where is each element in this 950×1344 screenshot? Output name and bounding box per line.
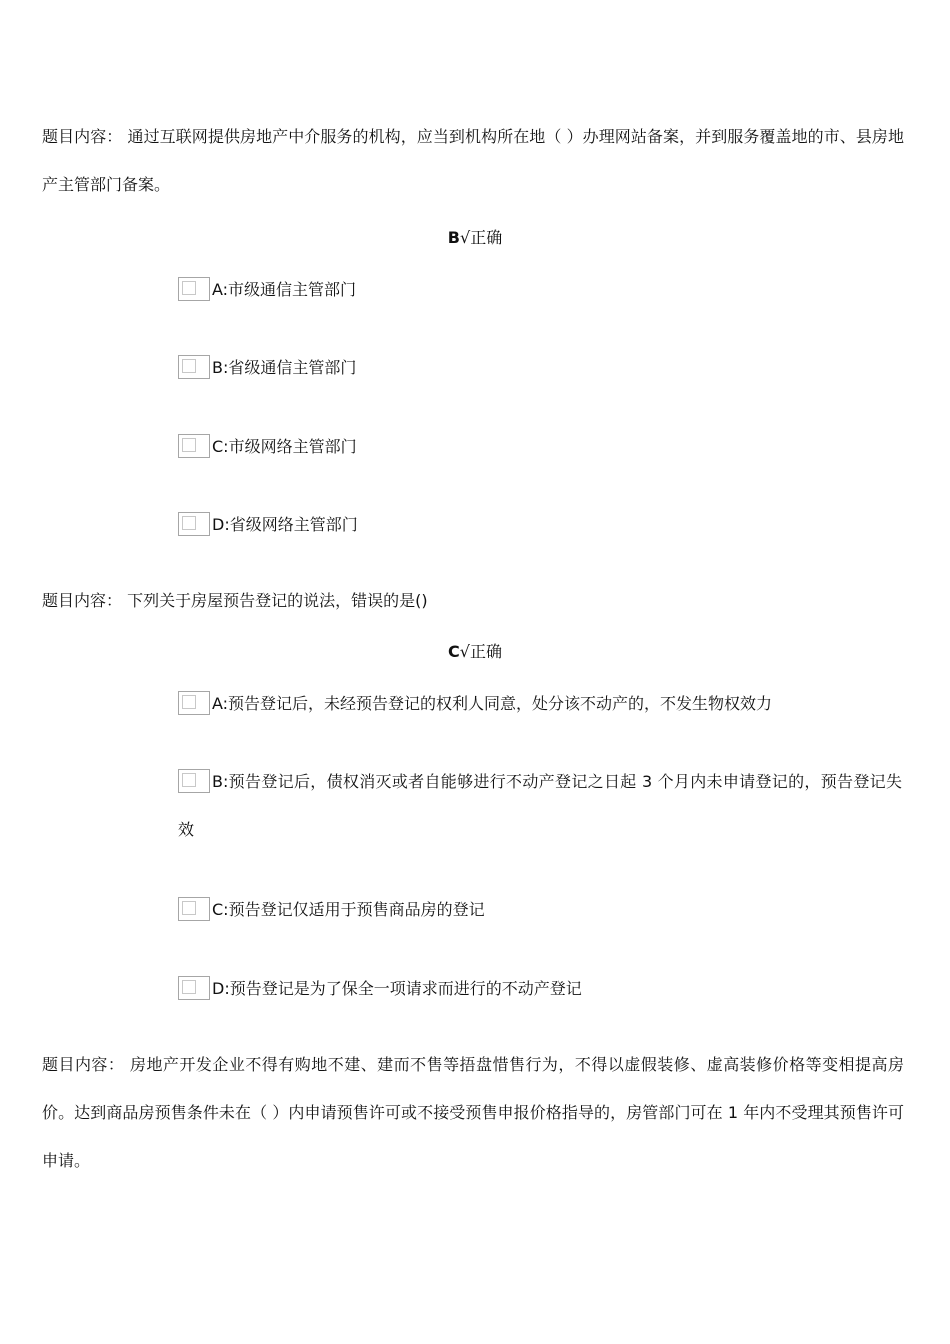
checkbox[interactable] [178,976,210,1000]
option-label: C:预告登记仅适用于预售商品房的登记 [212,900,485,919]
answer-letter: C [448,642,460,661]
question-3-text [42,1041,904,1185]
answer-status: 正确 [469,642,502,661]
answer-mark: √ [459,642,470,661]
question-1-option-d[interactable] [178,501,902,549]
question-2-text [42,577,904,625]
checkbox[interactable] [178,434,210,458]
question-2-option-a[interactable] [178,680,902,728]
option-label: A:预告登记后，未经预告登记的权利人同意，处分该不动产的，不发生物权效力 [212,694,773,713]
checkbox[interactable] [178,277,210,301]
option-label: D:省级网络主管部门 [212,515,358,534]
checkbox[interactable] [178,512,210,536]
question-1-option-a[interactable] [178,266,902,314]
question-2-answer [0,640,950,664]
question-2-option-b[interactable] [178,758,902,854]
question-1-option-c[interactable] [178,423,902,471]
question-1-option-b[interactable] [178,344,902,392]
answer-status: 正确 [470,228,503,247]
question-body: 通过互联网提供房地产中介服务的机构，应当到机构所在地（ ）办理网站备案，并到服务覆盖地的市、县房地产主管部门备案。 [42,127,904,194]
checkbox[interactable] [178,897,210,921]
answer-letter: B [447,228,460,247]
option-label: B:省级通信主管部门 [212,358,357,377]
question-1-text [42,113,904,209]
question-body: 下列关于房屋预告登记的说法，错误的是() [127,591,428,610]
question-1-answer [0,226,950,250]
option-label: D:预告登记是为了保全一项请求而进行的不动产登记 [212,979,582,998]
question-2-option-c[interactable] [178,886,902,934]
option-label: B:预告登记后，债权消灭或者自能够进行不动产登记之日起 3 个月内未申请登记的，预告登记失效 [178,772,902,839]
option-label: A:市级通信主管部门 [212,280,357,299]
answer-mark: √ [459,228,471,247]
question-label: 题目内容： [42,591,128,610]
question-body: 房地产开发企业不得有购地不建、建而不售等捂盘惜售行为，不得以虚假装修、虚高装修价格等变相提高房价。达到商品房预售条件未在（ ）内申请预售许可或不接受预售申报价格指导的，房管部门可在 1 年内不受理其预售许可申请。 [42,1055,904,1170]
checkbox[interactable] [178,769,210,793]
checkbox[interactable] [178,691,210,715]
option-label: C:市级网络主管部门 [212,437,357,456]
question-label: 题目内容： [42,1055,130,1074]
question-2-option-d[interactable] [178,965,902,1013]
question-label: 题目内容： [42,127,128,146]
checkbox[interactable] [178,355,210,379]
